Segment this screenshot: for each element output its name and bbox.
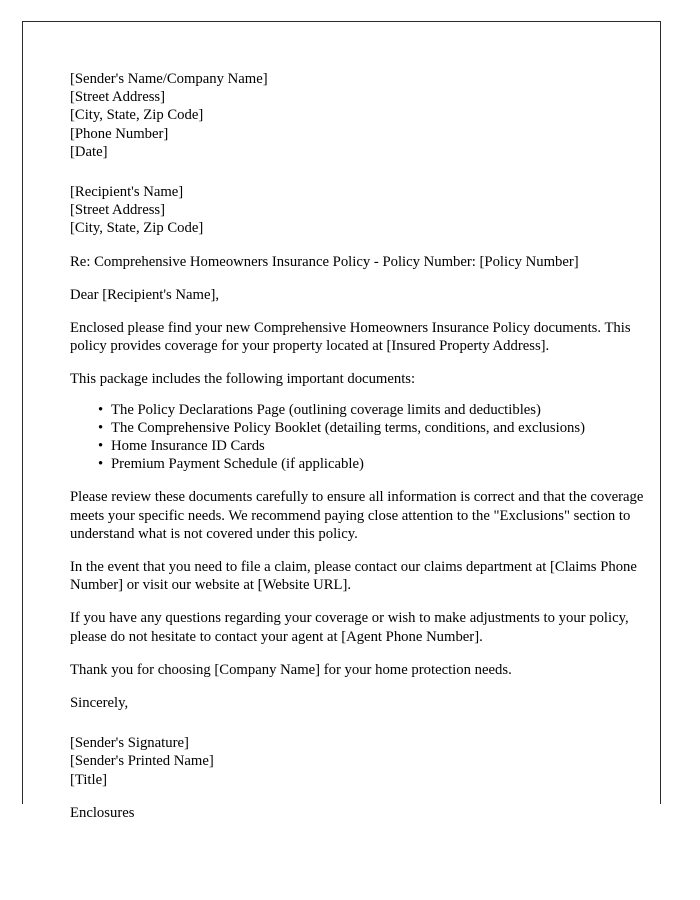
sender-address-line: [Sender's Name/Company Name]: [70, 71, 268, 87]
recipient-address-line: [City, State, Zip Code]: [70, 220, 204, 237]
spacer: [70, 238, 655, 253]
spacer: [70, 646, 655, 661]
bullet-icon: •: [98, 419, 104, 436]
page-frame: [22, 21, 661, 821]
list-item: [98, 401, 655, 419]
spacer: [70, 789, 655, 804]
signature-title: [Title]: [70, 771, 107, 788]
signature-placeholder: [Sender's Signature]: [70, 735, 189, 752]
closing-line: Sincerely,: [70, 695, 129, 712]
spacer: [70, 473, 655, 488]
bullet-icon: •: [98, 438, 104, 455]
signature-printed-name: [Sender's Printed Name]: [70, 753, 214, 770]
body-paragraph-3: Please review these documents carefully to ensure all information is correct and that the coverage meets your specific needs. We recommend paying close attention to the "Exclusions" section to understand what is not covered under this policy.: [70, 489, 644, 542]
recipient-address-line: [Street Address]: [70, 202, 166, 219]
sender-date-line: [Date]: [70, 143, 108, 160]
spacer: [70, 712, 655, 734]
spacer: [70, 594, 655, 609]
spacer: [70, 355, 655, 370]
list-item: [98, 455, 655, 473]
sender-address-block: [70, 70, 655, 161]
sender-address-line: [City, State, Zip Code]: [70, 107, 204, 124]
list-item-label: The Comprehensive Policy Booklet (detailing terms, conditions, and exclusions): [111, 419, 585, 436]
spacer: [70, 389, 655, 401]
list-item-label: Premium Payment Schedule (if applicable): [111, 456, 364, 473]
sender-address-line: [Street Address]: [70, 89, 166, 106]
recipient-address-line: [Recipient's Name]: [70, 184, 184, 201]
list-item-label: The Policy Declarations Page (outlining coverage limits and deductibles): [111, 401, 541, 418]
spacer: [70, 161, 655, 183]
body-paragraph-6: Thank you for choosing [Company Name] for your home protection needs.: [70, 661, 512, 678]
included-documents-list: [70, 401, 655, 474]
spacer: [70, 271, 655, 286]
body-paragraph-5: If you have any questions regarding your coverage or wish to make adjustments to your policy, please do not hesitate to contact your agent at [Agent Phone Number].: [70, 610, 629, 645]
list-item: [98, 437, 655, 455]
spacer: [70, 543, 655, 558]
recipient-address-block: [70, 183, 655, 238]
bullet-icon: •: [98, 401, 104, 418]
body-paragraph-4: In the event that you need to file a claim, please contact our claims department at [Claims Phone Number] or visit our website at [Website URL].: [70, 559, 637, 594]
subject-line: Re: Comprehensive Homeowners Insurance Policy - Policy Number: [Policy Number]: [70, 253, 579, 270]
bullet-icon: •: [98, 456, 104, 473]
enclosures-notation: Enclosures: [70, 804, 135, 821]
letter-body: [70, 70, 655, 822]
list-item-label: Home Insurance ID Cards: [111, 438, 265, 455]
body-paragraph-2: This package includes the following important documents:: [70, 371, 416, 388]
salutation: Dear [Recipient's Name],: [70, 286, 220, 303]
sender-address-line: [Phone Number]: [70, 125, 169, 142]
body-paragraph-1: Enclosed please find your new Comprehensive Homeowners Insurance Policy documents. This policy provides coverage for your property located at [Insured Property Address].: [70, 320, 631, 355]
spacer: [70, 304, 655, 319]
spacer: [70, 679, 655, 694]
signature-block: [70, 734, 655, 789]
list-item: [98, 419, 655, 437]
